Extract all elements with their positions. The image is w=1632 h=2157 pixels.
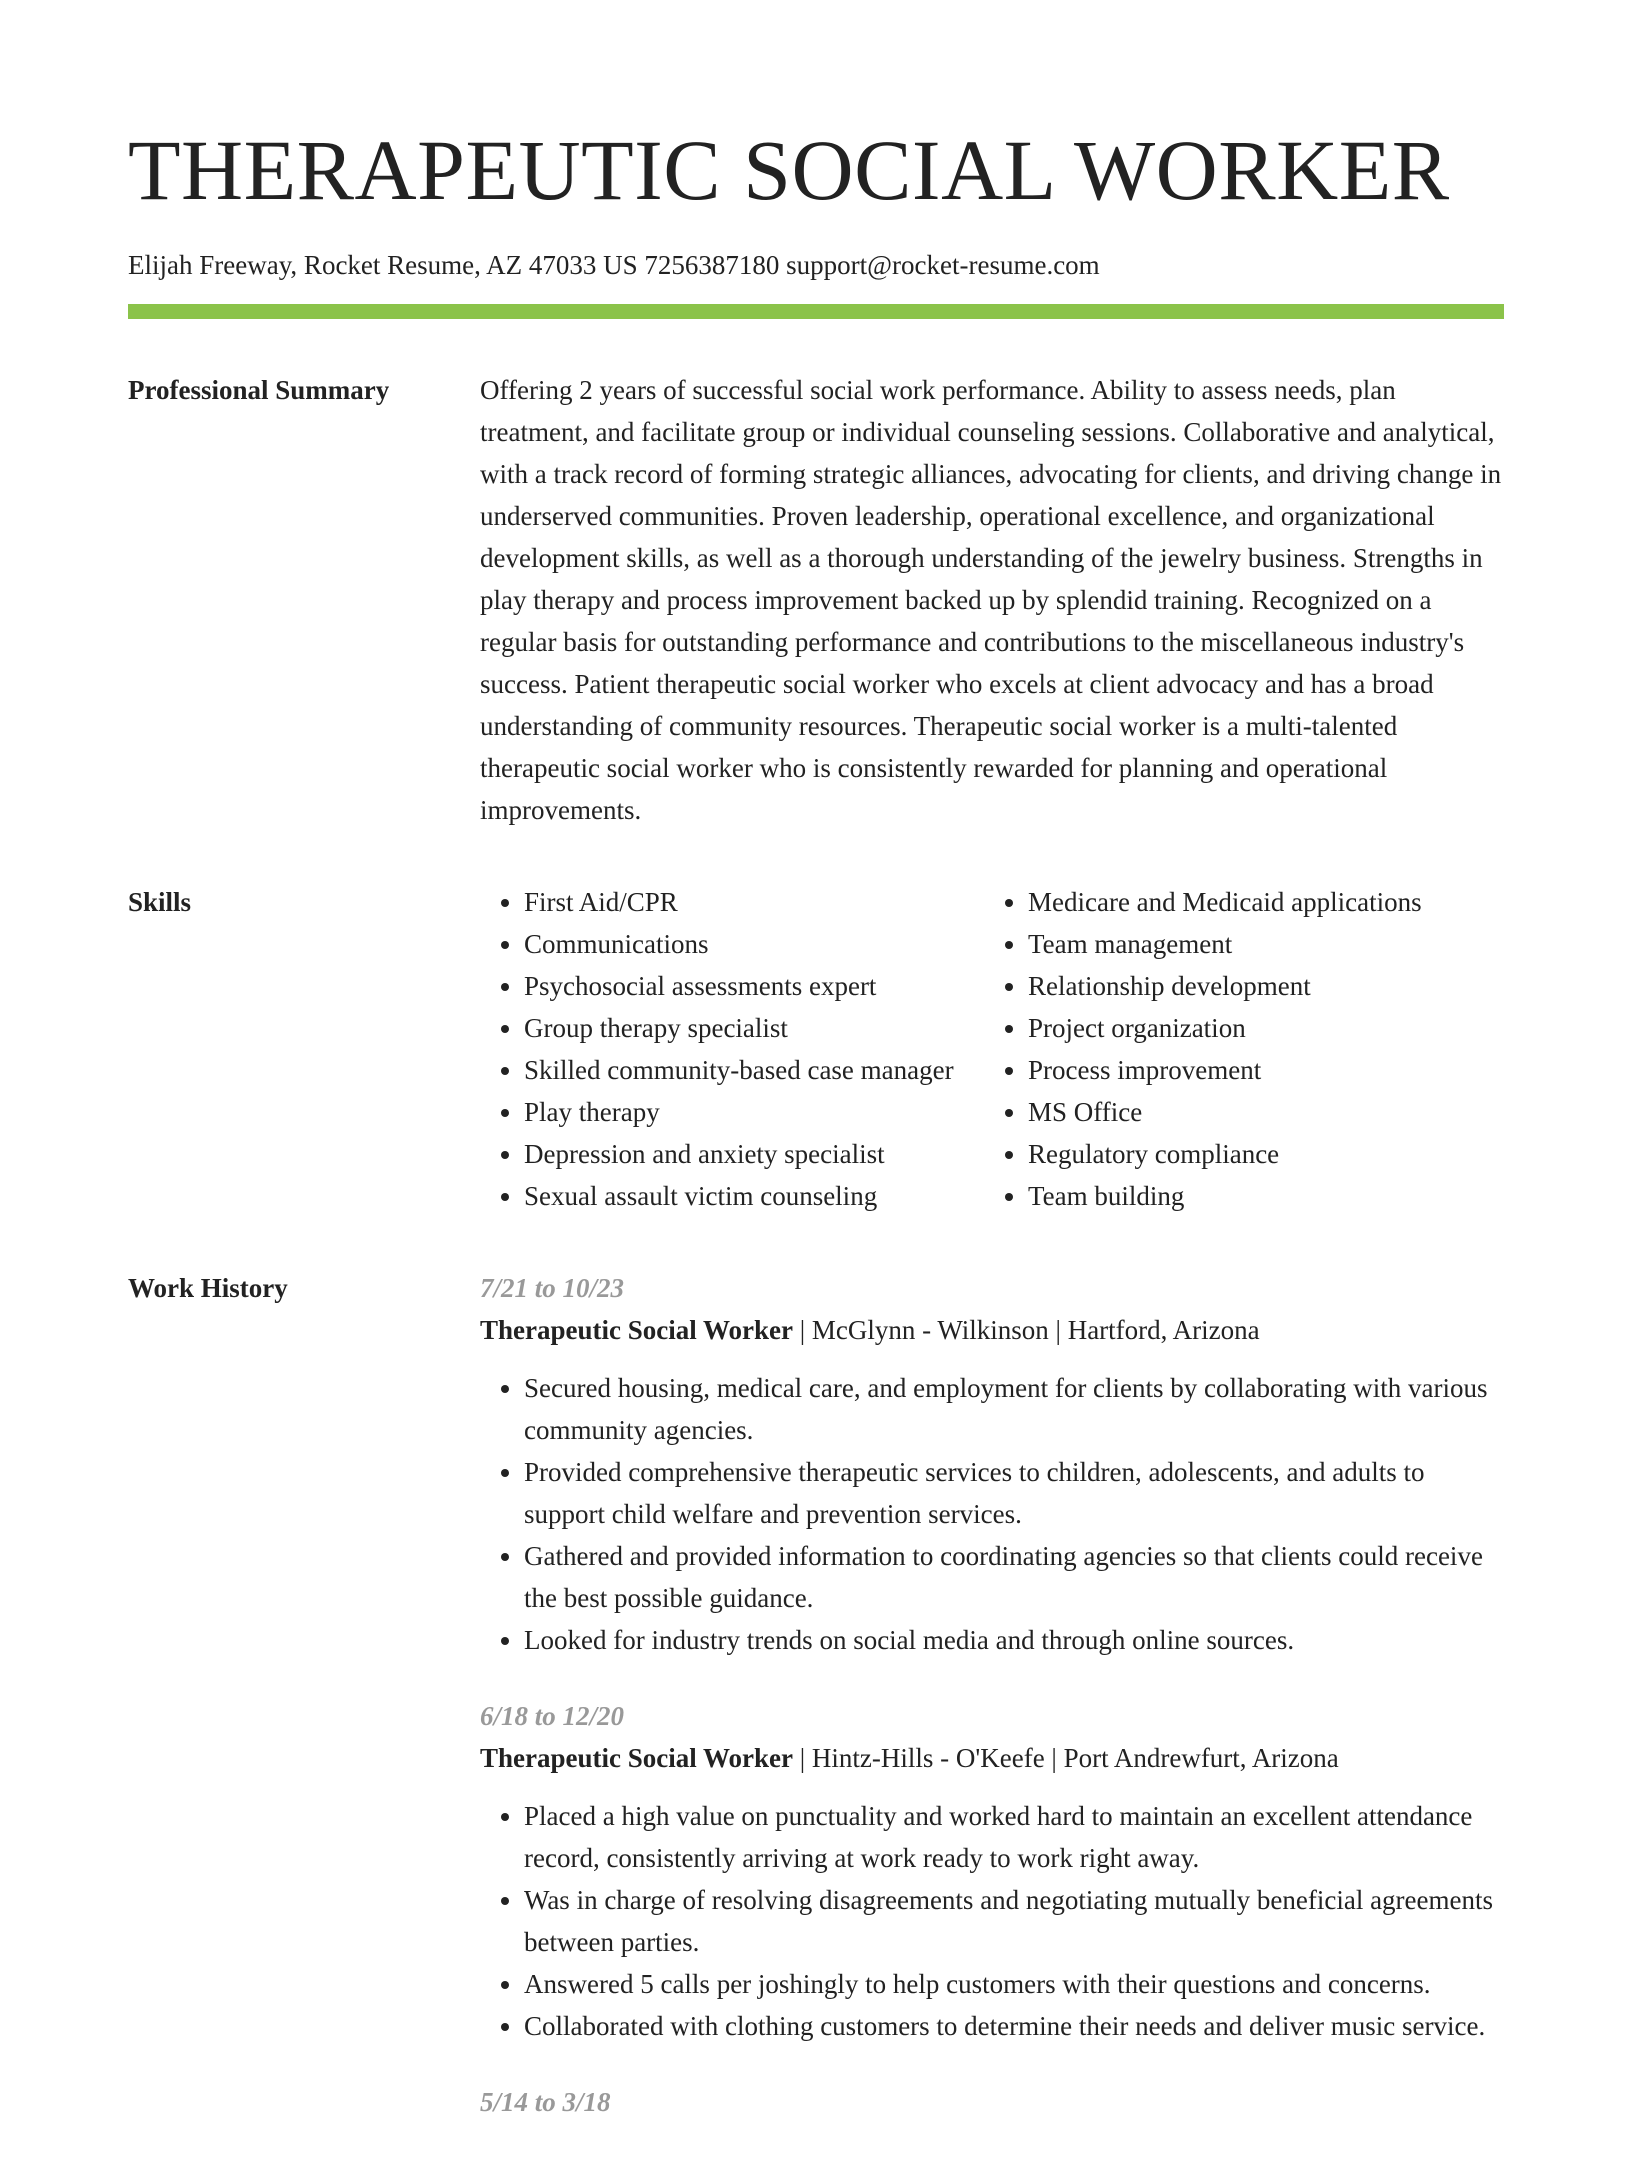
- job-heading: [480, 1309, 1504, 1351]
- job-entry: [480, 2081, 1504, 2123]
- job-bullet: • Was in charge of resolving disagreements and negotiating mutually beneficial agreements between parties.: [524, 1879, 1504, 1963]
- skill-item: • Medicare and Medicaid applications: [1028, 881, 1504, 923]
- job-details: | McGlynn - Wilkinson | Hartford, Arizona: [792, 1315, 1260, 1345]
- skill-item: • Communications: [524, 923, 984, 965]
- skills-section: [128, 881, 1504, 1217]
- job-details: | Hintz-Hills - O'Keefe | Port Andrewfurt, Arizona: [792, 1743, 1339, 1773]
- job-bullet: • Secured housing, medical care, and employment for clients by collaborating with various community agencies.: [524, 1367, 1504, 1451]
- job-entry: [480, 1267, 1504, 1661]
- skills-list-left: [480, 881, 984, 1217]
- job-title: Therapeutic Social Worker: [480, 1315, 793, 1345]
- job-dates: 6/18 to 12/20: [480, 1701, 625, 1731]
- skill-item: • Skilled community-based case manager: [524, 1049, 984, 1091]
- job-bullets: [480, 1367, 1504, 1661]
- skill-item: • First Aid/CPR: [524, 881, 984, 923]
- skill-item: • Team building: [1028, 1175, 1504, 1217]
- summary-heading: Professional Summary: [128, 375, 390, 405]
- skills-list-right: [984, 881, 1504, 1217]
- job-bullet: • Collaborated with clothing customers to determine their needs and deliver music service.: [524, 2005, 1504, 2047]
- skill-item: • Team management: [1028, 923, 1504, 965]
- skill-item: • Regulatory compliance: [1028, 1133, 1504, 1175]
- skill-item: • Process improvement: [1028, 1049, 1504, 1091]
- skill-item: • Group therapy specialist: [524, 1007, 984, 1049]
- job-dates: 7/21 to 10/23: [480, 1273, 625, 1303]
- job-bullet: • Gathered and provided information to coordinating agencies so that clients could receive the best possible guidance.: [524, 1535, 1504, 1619]
- job-bullet: • Answered 5 calls per joshingly to help customers with their questions and concerns.: [524, 1963, 1504, 2005]
- job-bullet: • Provided comprehensive therapeutic services to children, adolescents, and adults to support child welfare and prevention services.: [524, 1451, 1504, 1535]
- job-bullet: • Placed a high value on punctuality and worked hard to maintain an excellent attendance record, consistently arriving at work ready to work right away.: [524, 1795, 1504, 1879]
- job-heading: [480, 1737, 1504, 1779]
- skill-item: • MS Office: [1028, 1091, 1504, 1133]
- skill-item: • Depression and anxiety specialist: [524, 1133, 984, 1175]
- work-history-heading: Work History: [128, 1273, 288, 1303]
- job-bullet: • Looked for industry trends on social media and through online sources.: [524, 1619, 1504, 1661]
- accent-divider: [128, 304, 1504, 319]
- skill-item: • Psychosocial assessments expert: [524, 965, 984, 1007]
- skills-heading: Skills: [128, 887, 192, 917]
- summary-section: [128, 369, 1504, 831]
- job-dates: 5/14 to 3/18: [480, 2087, 611, 2117]
- skill-item: • Project organization: [1028, 1007, 1504, 1049]
- skill-item: • Relationship development: [1028, 965, 1504, 1007]
- skill-item: • Play therapy: [524, 1091, 984, 1133]
- work-history-section: [128, 1267, 1504, 2157]
- job-bullets: [480, 1795, 1504, 2047]
- skill-item: • Sexual assault victim counseling: [524, 1175, 984, 1217]
- job-title: Therapeutic Social Worker: [480, 1743, 793, 1773]
- contact-line: Elijah Freeway, Rocket Resume, AZ 47033 US 7256387180 support@rocket-resume.com: [128, 250, 1100, 280]
- summary-text: Offering 2 years of successful social work performance. Ability to assess needs, plan treatment, and facilitate group or individual counseling sessions. Collaborative and analytical, with a track record of forming strategic alliances, advocating for clients, and driving change in underserved communities. Proven leadership, operational excellence, and organizational development skills, as well as a thorough understanding of the jewelry business. Strengths in play therapy and process improvement backed up by splendid training. Recognized on a regular basis for outstanding performance and contributions to the miscellaneous industry's success. Patient therapeutic social worker who excels at client advocacy and has a broad understanding of community resources. Therapeutic social worker is a multi-talented therapeutic social worker who is consistently rewarded for planning and operational improvements.: [480, 375, 1502, 825]
- job-entry: [480, 1695, 1504, 2047]
- resume-title: THERAPEUTIC SOCIAL WORKER: [128, 122, 1450, 218]
